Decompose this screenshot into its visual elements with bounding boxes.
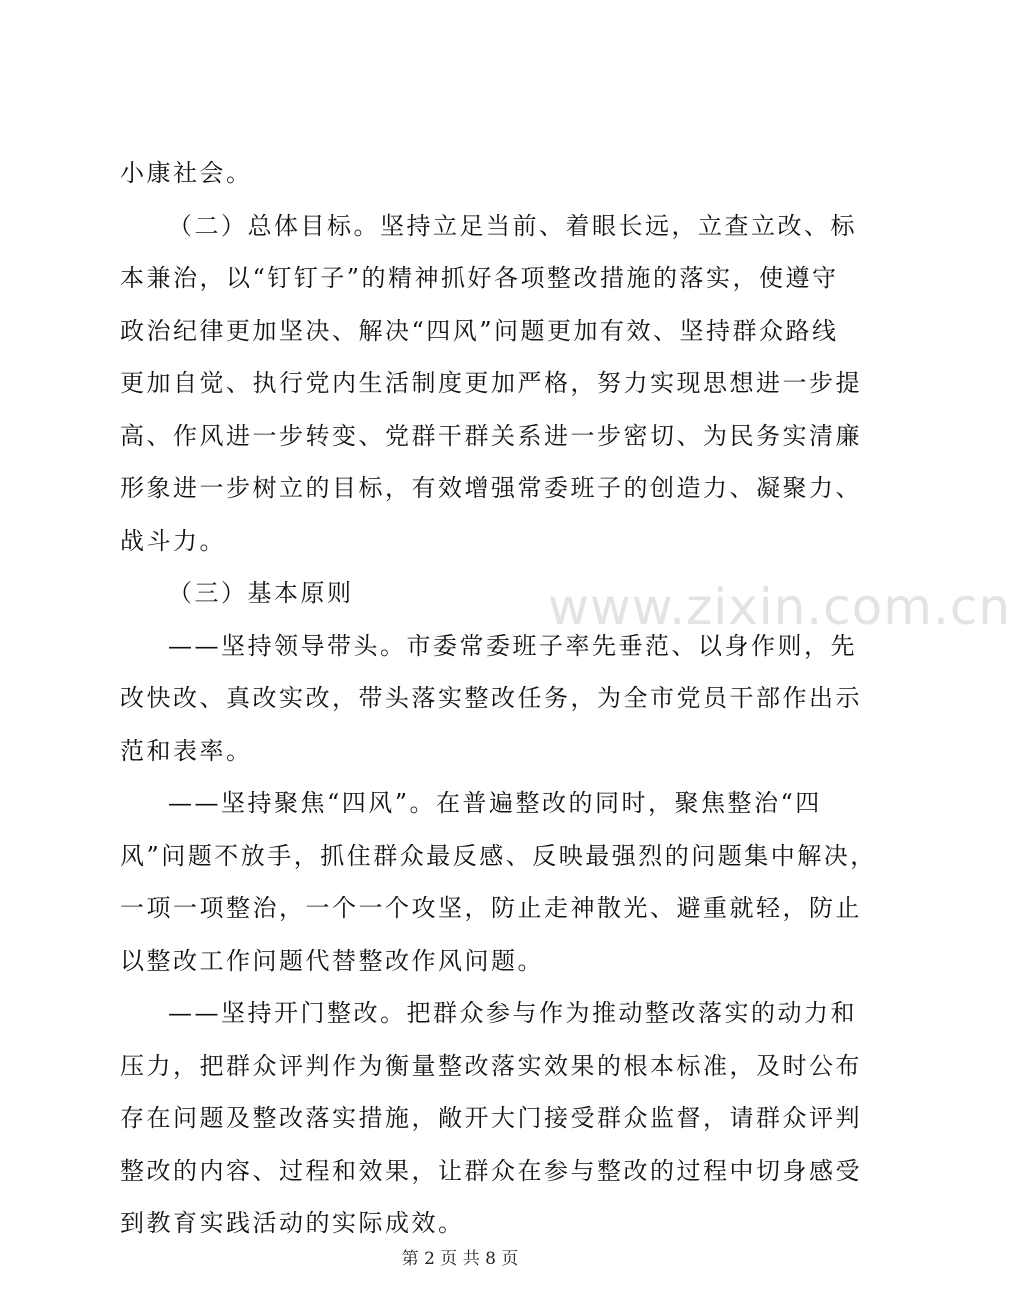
text-line: 风”问题不放手，抓住群众最反感、反映最强烈的问题集中解决， [120,842,877,870]
text-line: 整改的内容、过程和效果，让群众在参与整改的过程中切身感受 [120,1157,862,1185]
text-line: 存在问题及整改落实措施，敞开大门接受群众监督，请群众评判 [120,1104,862,1132]
text-line: 本兼治，以“钉钉子”的精神抓好各项整改措施的落实，使遵守 [120,264,839,292]
text-line: 压力，把群众评判作为衡量整改落实效果的根本标准，及时公布 [120,1052,862,1080]
watermark: www.zixin.com.cn [548,578,1011,636]
section-heading: （三）基本原则 [168,579,354,607]
page-number-footer: 第 2 页 共 8 页 [401,1249,519,1269]
text-line: 形象进一步树立的目标，有效增强常委班子的创造力、凝聚力、 [120,474,862,502]
text-line: （二）总体目标。坚持立足当前、着眼长远，立查立改、标 [168,212,857,240]
text-line: ——坚持领导带头。市委常委班子率先垂范、以身作则，先 [168,632,857,660]
text-line: 政治纪律更加坚决、解决“四风”问题更加有效、坚持群众路线 [120,317,839,345]
text-line: 一项一项整治，一个一个攻坚，防止走神散光、避重就轻，防止 [120,894,862,922]
text-line: 小康社会。 [120,159,253,187]
text-line: ——坚持开门整改。把群众参与作为推动整改落实的动力和 [168,999,857,1027]
text-line: 以整改工作问题代替整改作风问题。 [120,947,544,975]
text-line: 改快改、真改实改，带头落实整改任务，为全市党员干部作出示 [120,684,862,712]
text-line: ——坚持聚焦“四风”。在普遍整改的同时，聚焦整治“四 [168,789,822,817]
text-line: 高、作风进一步转变、党群干群关系进一步密切、为民务实清廉 [120,422,862,450]
text-line: 范和表率。 [120,737,253,765]
text-line: 战斗力。 [120,527,226,555]
text-line: 到教育实践活动的实际成效。 [120,1209,465,1237]
text-line: 更加自觉、执行党内生活制度更加严格，努力实现思想进一步提 [120,369,862,397]
